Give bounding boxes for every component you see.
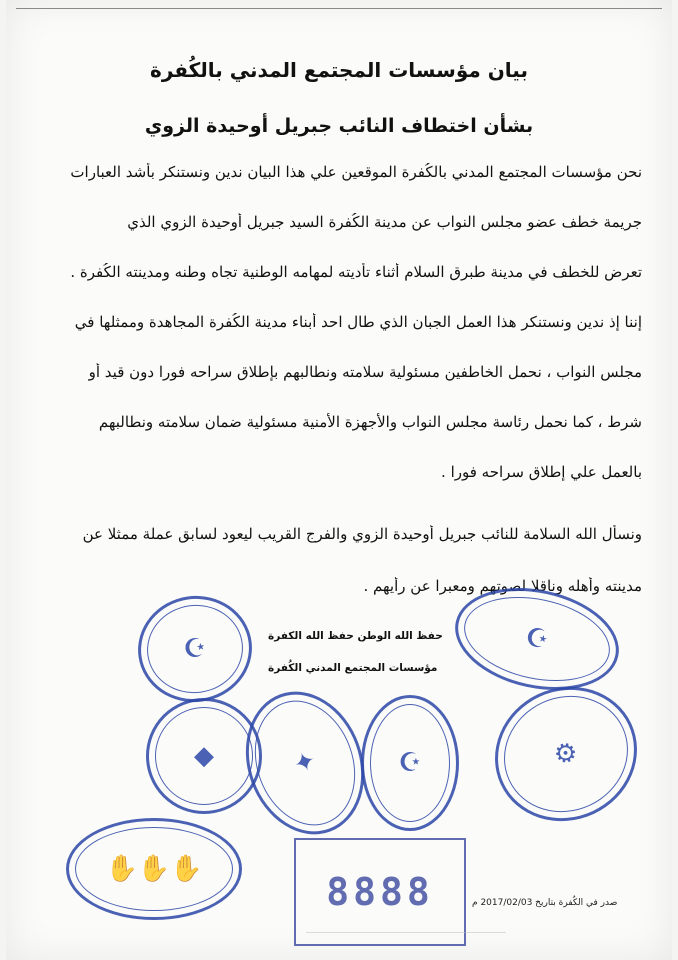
crescent-star-icon: ☪ (181, 632, 209, 666)
top-border (16, 8, 662, 9)
seal-stamp (473, 664, 659, 844)
body-line: مدينته وأهله وناقلا لصوتهم ومعبرا عن رأيهم . (363, 577, 642, 595)
digital-display: 8888 (326, 870, 434, 914)
issue-date: صدر في الكُفرة بتاريخ 2017/02/03 م (472, 898, 618, 908)
map-icon: ◆ (194, 741, 214, 771)
seal-stamp (226, 675, 383, 851)
gear-emblem-icon: ⚙ (549, 735, 583, 773)
seal-stamp (131, 589, 259, 710)
seal-stamp (361, 695, 459, 831)
crescent-star-icon: ☪ (398, 748, 422, 778)
body-line: بالعمل علي إطلاق سراحه فورا . (441, 463, 642, 481)
bottom-edge (306, 932, 506, 953)
emblem-icon: ✦ (289, 745, 321, 781)
body-line: نحن مؤسسات المجتمع المدني بالكُفرة الموقعين علي هذا البيان ندين ونستنكر بأشد العبارات (70, 163, 642, 181)
document-subtitle: بشأن اختطاف النائب جبريل أوحيدة الزوي (144, 115, 534, 137)
crescent-star-icon: ☪ (522, 621, 552, 657)
body-line: ونسأل الله السلامة للنائب جبريل أوحيدة الزوي والفرج القريب ليعود لسابق عملة ممثلا عن (82, 525, 642, 543)
document-title: بيان مؤسسات المجتمع المدني بالكُفرة (150, 58, 528, 82)
body-line: تعرض للخطف في مدينة طبرق السلام أثناء تأديته لمهامه الوطنية تجاه وطنه ومدينته الكُفرة . (70, 263, 642, 281)
body-line: مجلس النواب ، نحمل الخاطفين مسئولية سلامته ونطالبهم بإطلاق سراحه فورا دون قيد أو (88, 363, 642, 381)
body-line: جريمة خطف عضو مجلس النواب عن مدينة الكُفرة السيد جبريل أوحيدة الزوي الذي (127, 213, 642, 231)
body-line: إننا إذ ندين ونستنكر هذا العمل الجبان الذي طال احد أبناء مدينة الكُفرة المجاهدة وممثلها في (74, 313, 642, 331)
hands-icon: ✋✋✋ (105, 854, 203, 884)
signature-line-2: مؤسسات المجتمع المدني الكُفرة (268, 662, 438, 674)
document-page (6, 0, 672, 960)
seal-stamp (146, 698, 262, 814)
seal-stamp (66, 818, 242, 920)
body-line: شرط ، كما نحمل رئاسة مجلس النواب والأجهزة الأمنية مسئولية ضمان سلامته ونطالبهم (98, 413, 642, 431)
rectangular-stamp (294, 838, 466, 946)
signature-line-1: حفظ الله الوطن حفظ الله الكفرة (268, 630, 443, 642)
